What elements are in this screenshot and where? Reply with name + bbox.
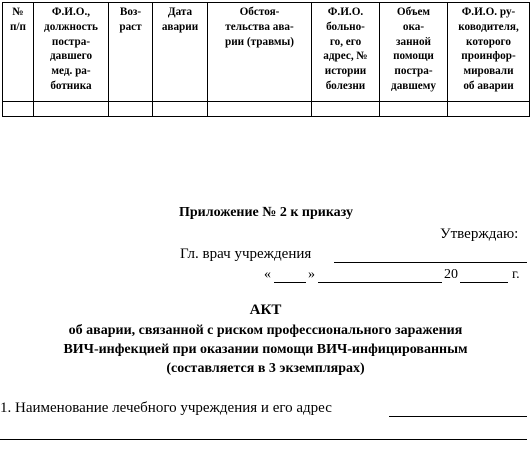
- table-cell: [312, 102, 380, 117]
- table-cell: [380, 102, 448, 117]
- table-cell: [208, 102, 312, 117]
- act-title: АКТ: [249, 302, 282, 318]
- col-header-patient-info: Ф.И.О. больно- го, его адрес, № истории болезни: [312, 3, 380, 102]
- table-cell: [448, 102, 530, 117]
- chief-physician-label: Гл. врач учреждения: [180, 246, 312, 262]
- col-header-victim-name: Ф.И.О., должность постра- давшего мед. ра- ботника: [34, 3, 109, 102]
- act-subtitle-line-2: ВИЧ-инфекцией при оказании помощи ВИЧ-инфицированным: [63, 342, 468, 357]
- col-header-manager-notified: Ф.И.О. ру- ководителя, которого проинфор- мировали об аварии: [448, 3, 530, 102]
- field-1-label: 1. Наименование лечебного учреждения и его адрес: [0, 400, 332, 416]
- table-header-row: [3, 3, 530, 102]
- chief-signature-line: [334, 262, 527, 263]
- table-cell: [3, 102, 34, 117]
- accident-log-table: [2, 2, 530, 117]
- act-subtitle-line-3: (составляется в 3 экземплярах): [166, 361, 365, 376]
- col-header-number: № п/п: [3, 3, 34, 102]
- col-header-assistance: Объем ока- занной помощи постра- давшему: [380, 3, 448, 102]
- year-suffix: г.: [512, 267, 520, 282]
- act-subtitle-line-1: об аварии, связанной с риском профессионального заражения: [68, 323, 463, 338]
- table-cell: [34, 102, 109, 117]
- year-prefix: 20: [444, 267, 458, 282]
- date-year-line: [460, 282, 508, 283]
- col-header-age: Воз- раст: [109, 3, 153, 102]
- col-header-circumstances: Обстоя- тельства ава- рии (травмы): [208, 3, 312, 102]
- date-day-line: [274, 282, 306, 283]
- table-cell: [109, 102, 153, 117]
- col-header-accident-date: Дата аварии: [153, 3, 208, 102]
- date-open-quote: «: [264, 267, 271, 282]
- field-1-line[interactable]: [389, 416, 527, 417]
- table-cell: [153, 102, 208, 117]
- appendix-title: Приложение № 2 к приказу: [179, 205, 354, 220]
- approve-label: Утверждаю:: [440, 226, 519, 242]
- date-month-line: [318, 282, 442, 283]
- field-1-continuation-line[interactable]: [0, 439, 527, 440]
- table-row: [3, 102, 530, 117]
- date-close-quote: »: [308, 267, 315, 282]
